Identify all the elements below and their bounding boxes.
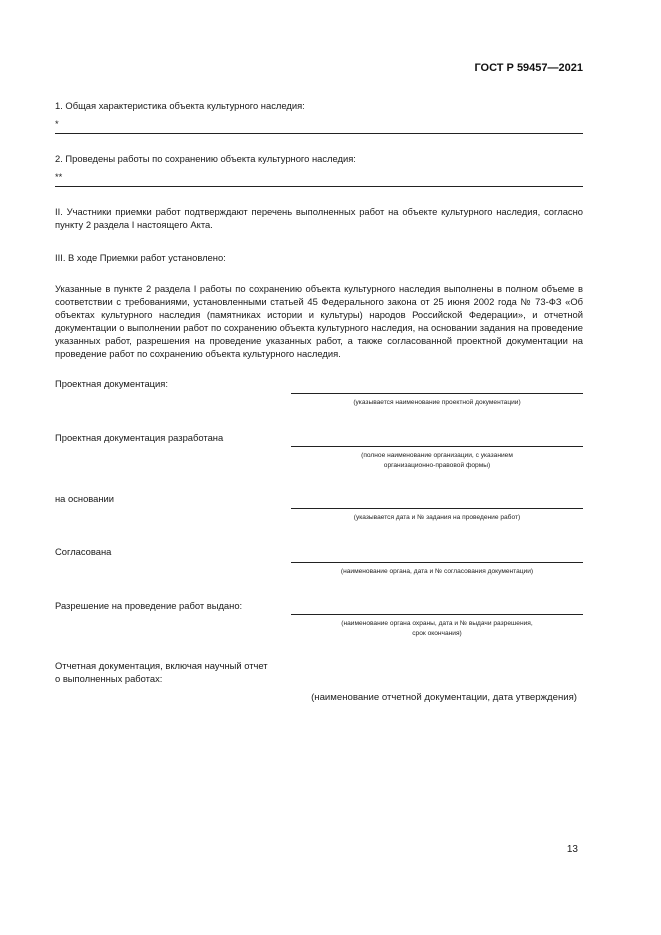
section2-footnote-mark: ** [55,171,63,182]
part3-paragraph: Указанные в пункте 2 раздела I работы по сохранению объекта культурного наследия выполнены в полном объеме в соответствии с требованиями, установленными статьей 45 Федерального закона от 25 июня 2002 года № 73-ФЗ «Об объектах культурного наследия (памятниках истории и культуры) народов Российской Федерации», и отчетной документации о выполнении работ по сохранению объекта культурного наследия, на основании задания на проведение указанных работ, разрешения на проведение указанных работ, а также согласованной проектной документации на проведение работ по сохранению объекта культурного наследия. [55,283,583,359]
basis-caption: (указывается дата и № задания на проведение работ) [353,514,521,521]
permit-label: Разрешение на проведение работ выдано: [55,600,243,611]
basis-label: на основании [55,493,115,504]
permit-line [291,614,583,615]
section2-heading: 2. Проведены работы по сохранению объекта культурного наследия: [55,153,356,164]
developed-by-line [291,446,583,447]
approved-line [291,562,583,563]
approved-label: Согласована [55,546,112,557]
permit-caption-2: срок окончания) [412,630,462,637]
developed-by-caption-2: организационно-правовой формы) [383,462,491,469]
standard-number: ГОСТ Р 59457—2021 [474,62,583,74]
report-label-1: Отчетная документация, включая научный отчет [55,660,268,671]
project-docs-label: Проектная документация: [55,378,168,389]
section1-heading: 1. Общая характеристика объекта культурного наследия: [55,100,305,111]
report-label-2: о выполненных работах: [55,673,163,684]
section1-footnote-mark: * [55,118,59,129]
section2-fill-line [55,186,583,187]
page-number: 13 [566,844,578,855]
report-caption: (наименование отчетной документации, дата утверждения) [311,692,577,703]
approved-caption: (наименование органа, дата и № согласования документации) [340,568,534,575]
project-docs-caption: (указывается наименование проектной документации) [353,399,521,406]
developed-by-label: Проектная документация разработана [55,432,224,443]
section1-fill-line [55,133,583,134]
developed-by-caption-1: (полное наименование организации, с указанием [361,452,513,459]
project-docs-line [291,393,583,394]
part3-heading: III. В ходе Приемки работ установлено: [55,252,226,263]
basis-line [291,508,583,509]
permit-caption-1: (наименование органа охраны, дата и № выдачи разрешения, [341,620,533,627]
part2-text: II. Участники приемки работ подтверждают перечень выполненных работ на объекте культурного наследия, согласно пункту 2 раздела I настоящего Акта. [55,206,583,230]
